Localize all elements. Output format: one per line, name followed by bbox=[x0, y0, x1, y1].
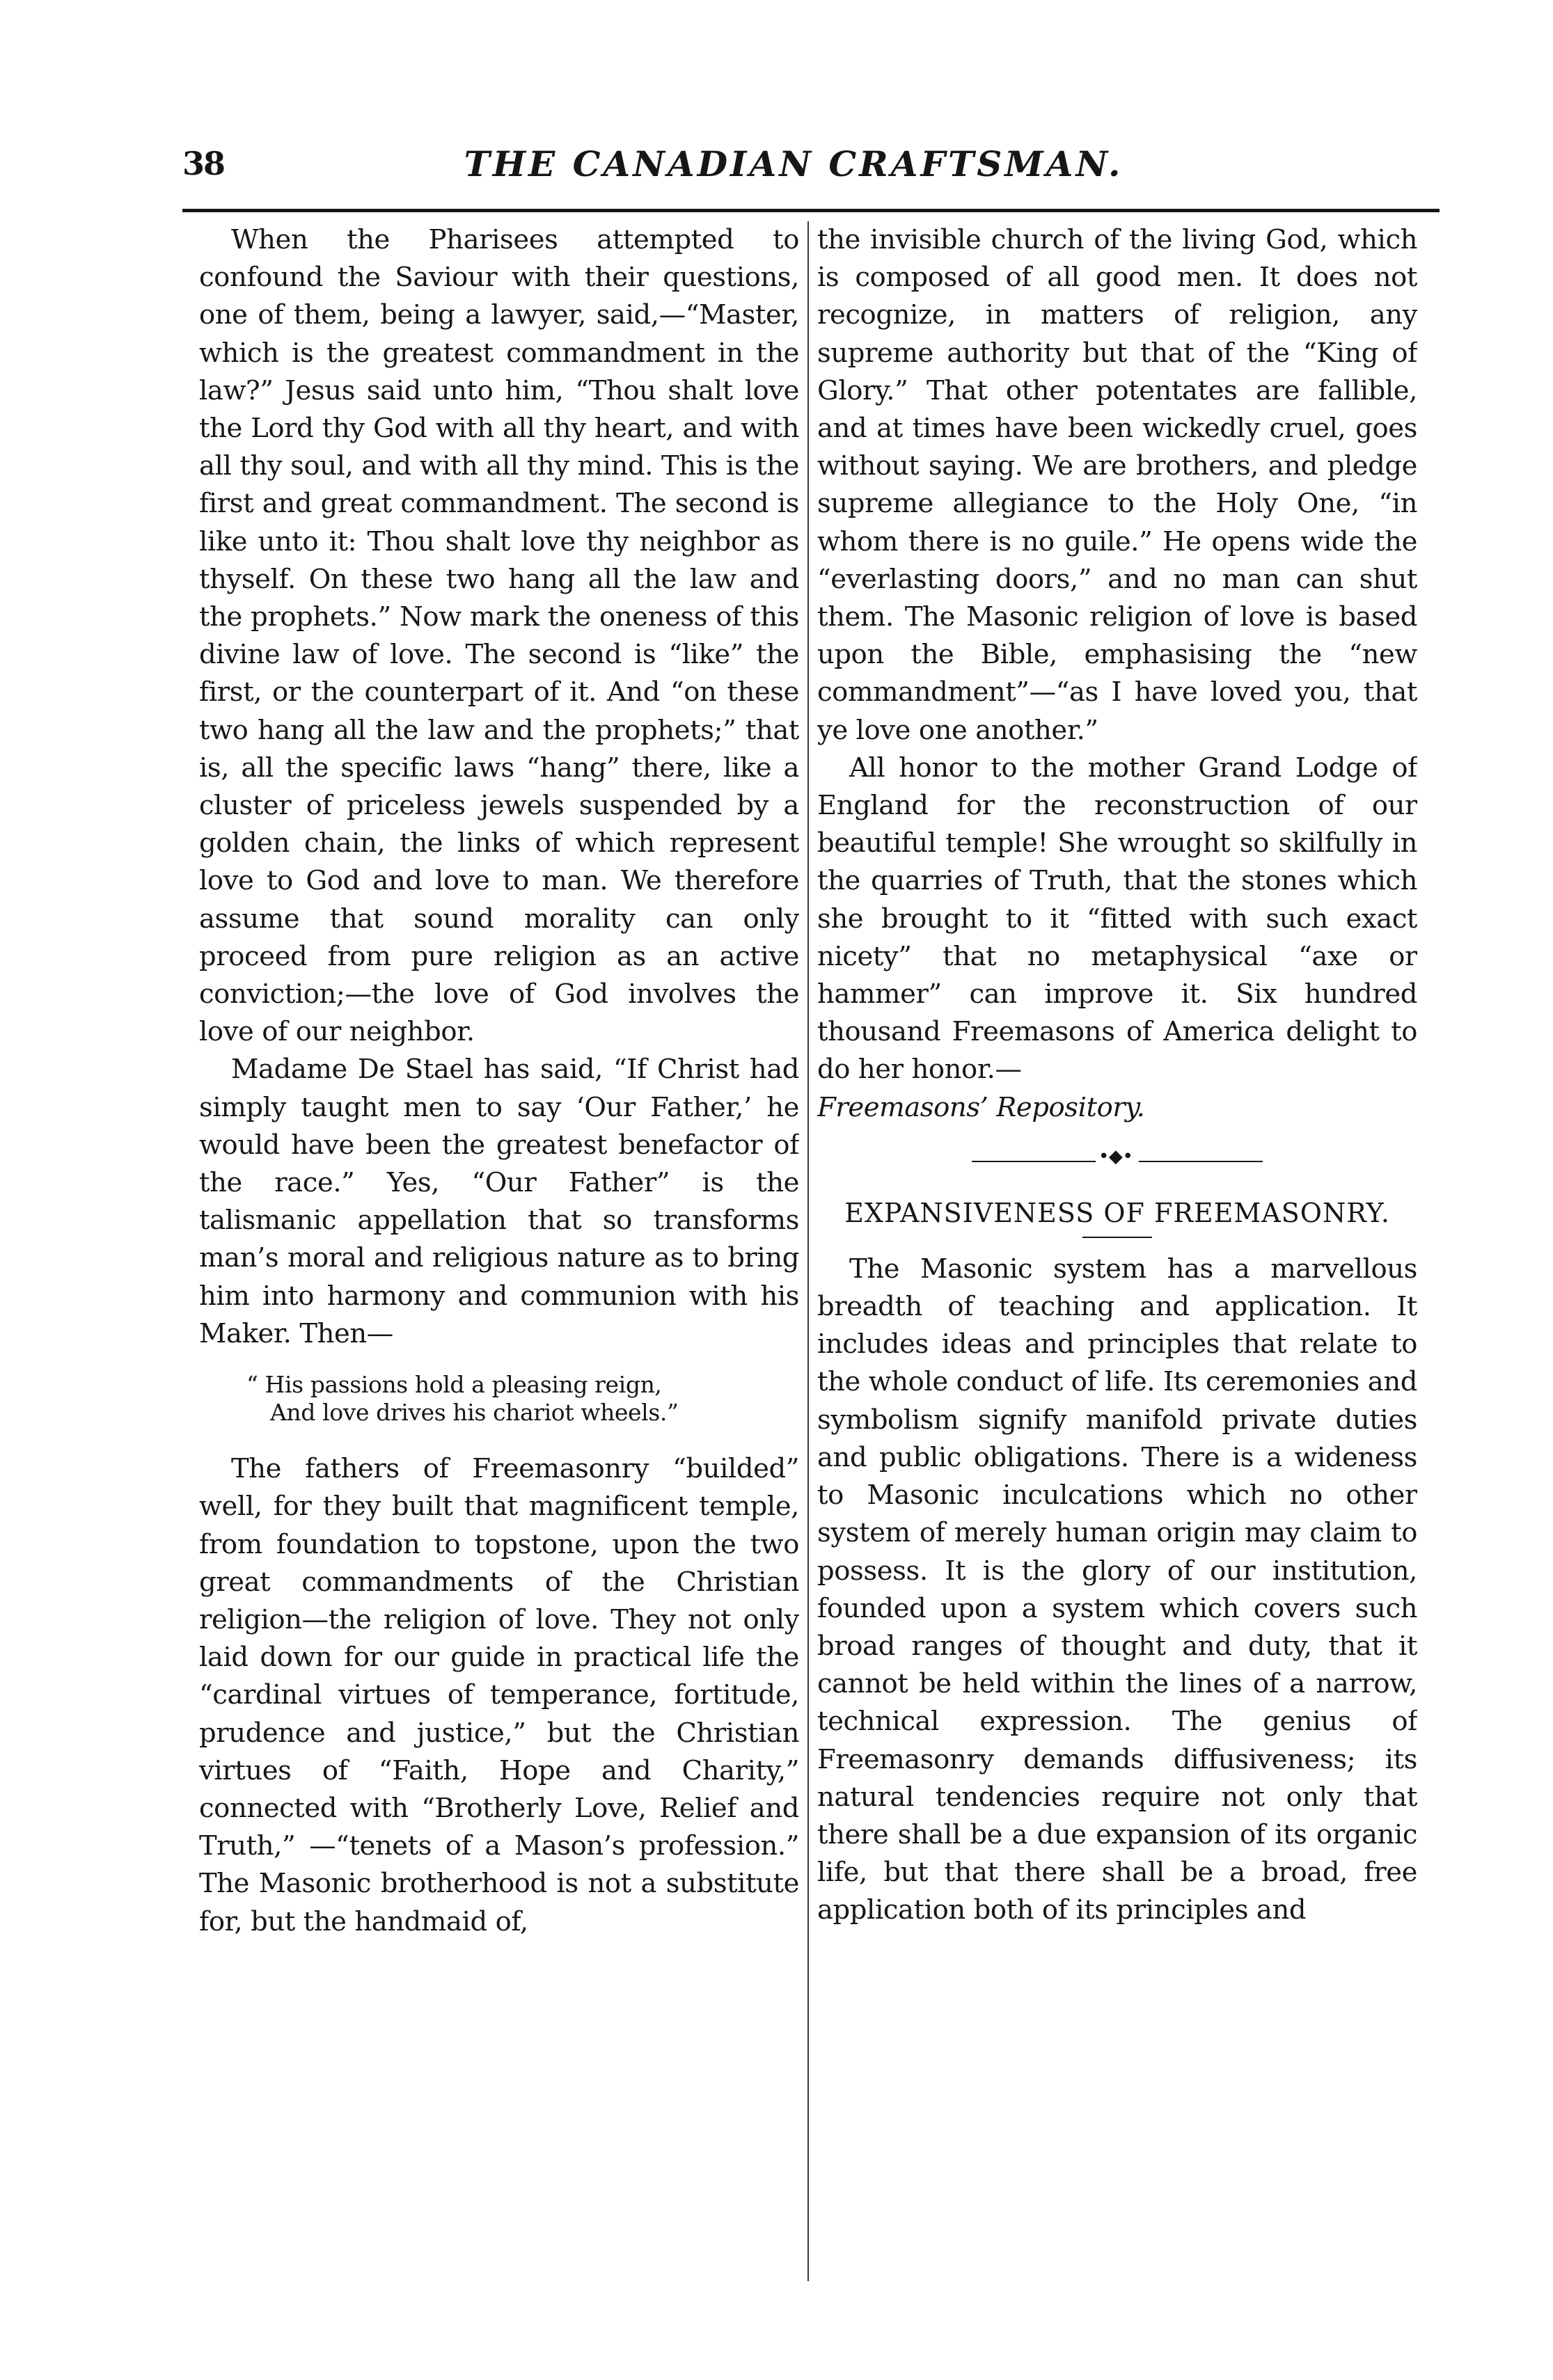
paragraph-invisible-church: the invisible church of the living God, which is composed of all good men. It does not recognize, in matters of religion, any supreme authority but that of the “King of Glory.” That other potentates are fallible, and at times have been wickedly cruel, goes without saying. We are brothers, and pledge supreme allegiance to the Holy One, “in whom there is no guile.” He opens wide the “everlasting doors,” and no man can shut them. The Masonic religion of love is based upon the Bible, emphasising the “new commandment”—“as I have loved you, that ye love one another.” bbox=[817, 224, 1417, 746]
separator-ornament: •◆• bbox=[1098, 1145, 1133, 1167]
paragraph-grand-lodge bbox=[817, 749, 1417, 1127]
right-column bbox=[817, 221, 1417, 2337]
header-rule bbox=[182, 209, 1440, 212]
separator-rule bbox=[1139, 1161, 1263, 1162]
verse-line: “ His passions hold a pleasing reign, bbox=[246, 1371, 662, 1399]
article-title: EXPANSIVENESS OF FREEMASONRY. bbox=[844, 1197, 1390, 1228]
verse-quote bbox=[199, 1371, 799, 1427]
title-rule bbox=[1082, 1237, 1152, 1238]
left-column bbox=[199, 221, 799, 2337]
grand-lodge-text: All honor to the mother Grand Lodge of England for the reconstruction of our beautiful temple! She wrought so skilfully in the quarries of Truth, that the stones which she brought to it “fitted with such exact nicety” that no metaphysical “axe or hammer” can improve it. Six hundred thousand Freemasons of America delight to do her honor.— bbox=[817, 752, 1417, 1086]
source-attribution: Freemasons’ Repository. bbox=[817, 1091, 1145, 1123]
paragraph-pharisees: When the Pharisees attempted to confound the Saviour with their questions, one of them, being a lawyer, said,—“Master, which is the greatest commandment in the law?” Jesus said unto him, “Thou shalt love the Lord thy God with all thy heart, and with all thy soul, and with all thy mind. This is the first and great commandment. The second is like unto it: Thou shalt love thy neighbor as thyself. On these two hang all the law and the prophets.” Now mark the oneness of this divine law of love. The second is “like” the first, or the counterpart of it. And “on these two hang all the law and the prophets;” that is, all the specific laws “hang” there, like a cluster of priceless jewels suspended by a golden chain, the links of which represent love to God and love to man. We therefore assume that sound morality can only proceed from pure religion as an active conviction;—the love of God involves the love of our neighbor. bbox=[199, 224, 799, 1048]
section-separator bbox=[817, 1145, 1417, 1167]
paragraph-masonic-system: The Masonic system has a marvellous breadth of teaching and application. It includes ideas and principles that relate to the whole conduct of life. Its ceremonies and symbolism signify manifold private duties and public obligations. There is a wideness to Masonic inculcations which no other system of merely human origin may claim to possess. It is the glory of our institution, founded upon a system which covers such broad ranges of thought and duty, that it cannot be held within the lines of a narrow, technical expression. The genius of Freemasonry demands diffusiveness; its natural tendencies require not only that there shall be a due expansion of its organic life, but that there shall be a broad, free application both of its principles and bbox=[817, 1253, 1417, 1926]
column-divider bbox=[807, 221, 809, 2281]
paragraph-de-stael: Madame De Stael has said, “If Christ had simply taught men to say ‘Our Father,’ he would have been the greatest benefactor of the race.” Yes, “Our Father” is the talismanic appellation that so transforms man’s moral and religious nature as to bring him into harmony and communion with his Maker. Then— bbox=[199, 1054, 799, 1349]
verse-line: And love drives his chariot wheels.” bbox=[270, 1399, 679, 1427]
paragraph-fathers-of-freemasonry: The fathers of Freemasonry “builded” well, for they built that magnificent temple, from foundation to topstone, upon the two great commandments of the Christian religion—the religion of love. They not only laid down for our guide in practical life the “cardinal virtues of temperance, fortitude, prudence and justice,” but the Christian virtues of “Faith, Hope and Charity,” connected with “Brotherly Love, Relief and Truth,” —“tenets of a Mason’s profession.” The Masonic brotherhood is not a substitute for, but the handmaid of, bbox=[199, 1453, 799, 1937]
page-number: 38 bbox=[182, 145, 225, 182]
running-title: THE CANADIAN CRAFTSMAN. bbox=[464, 143, 1124, 184]
separator-rule bbox=[972, 1161, 1096, 1162]
